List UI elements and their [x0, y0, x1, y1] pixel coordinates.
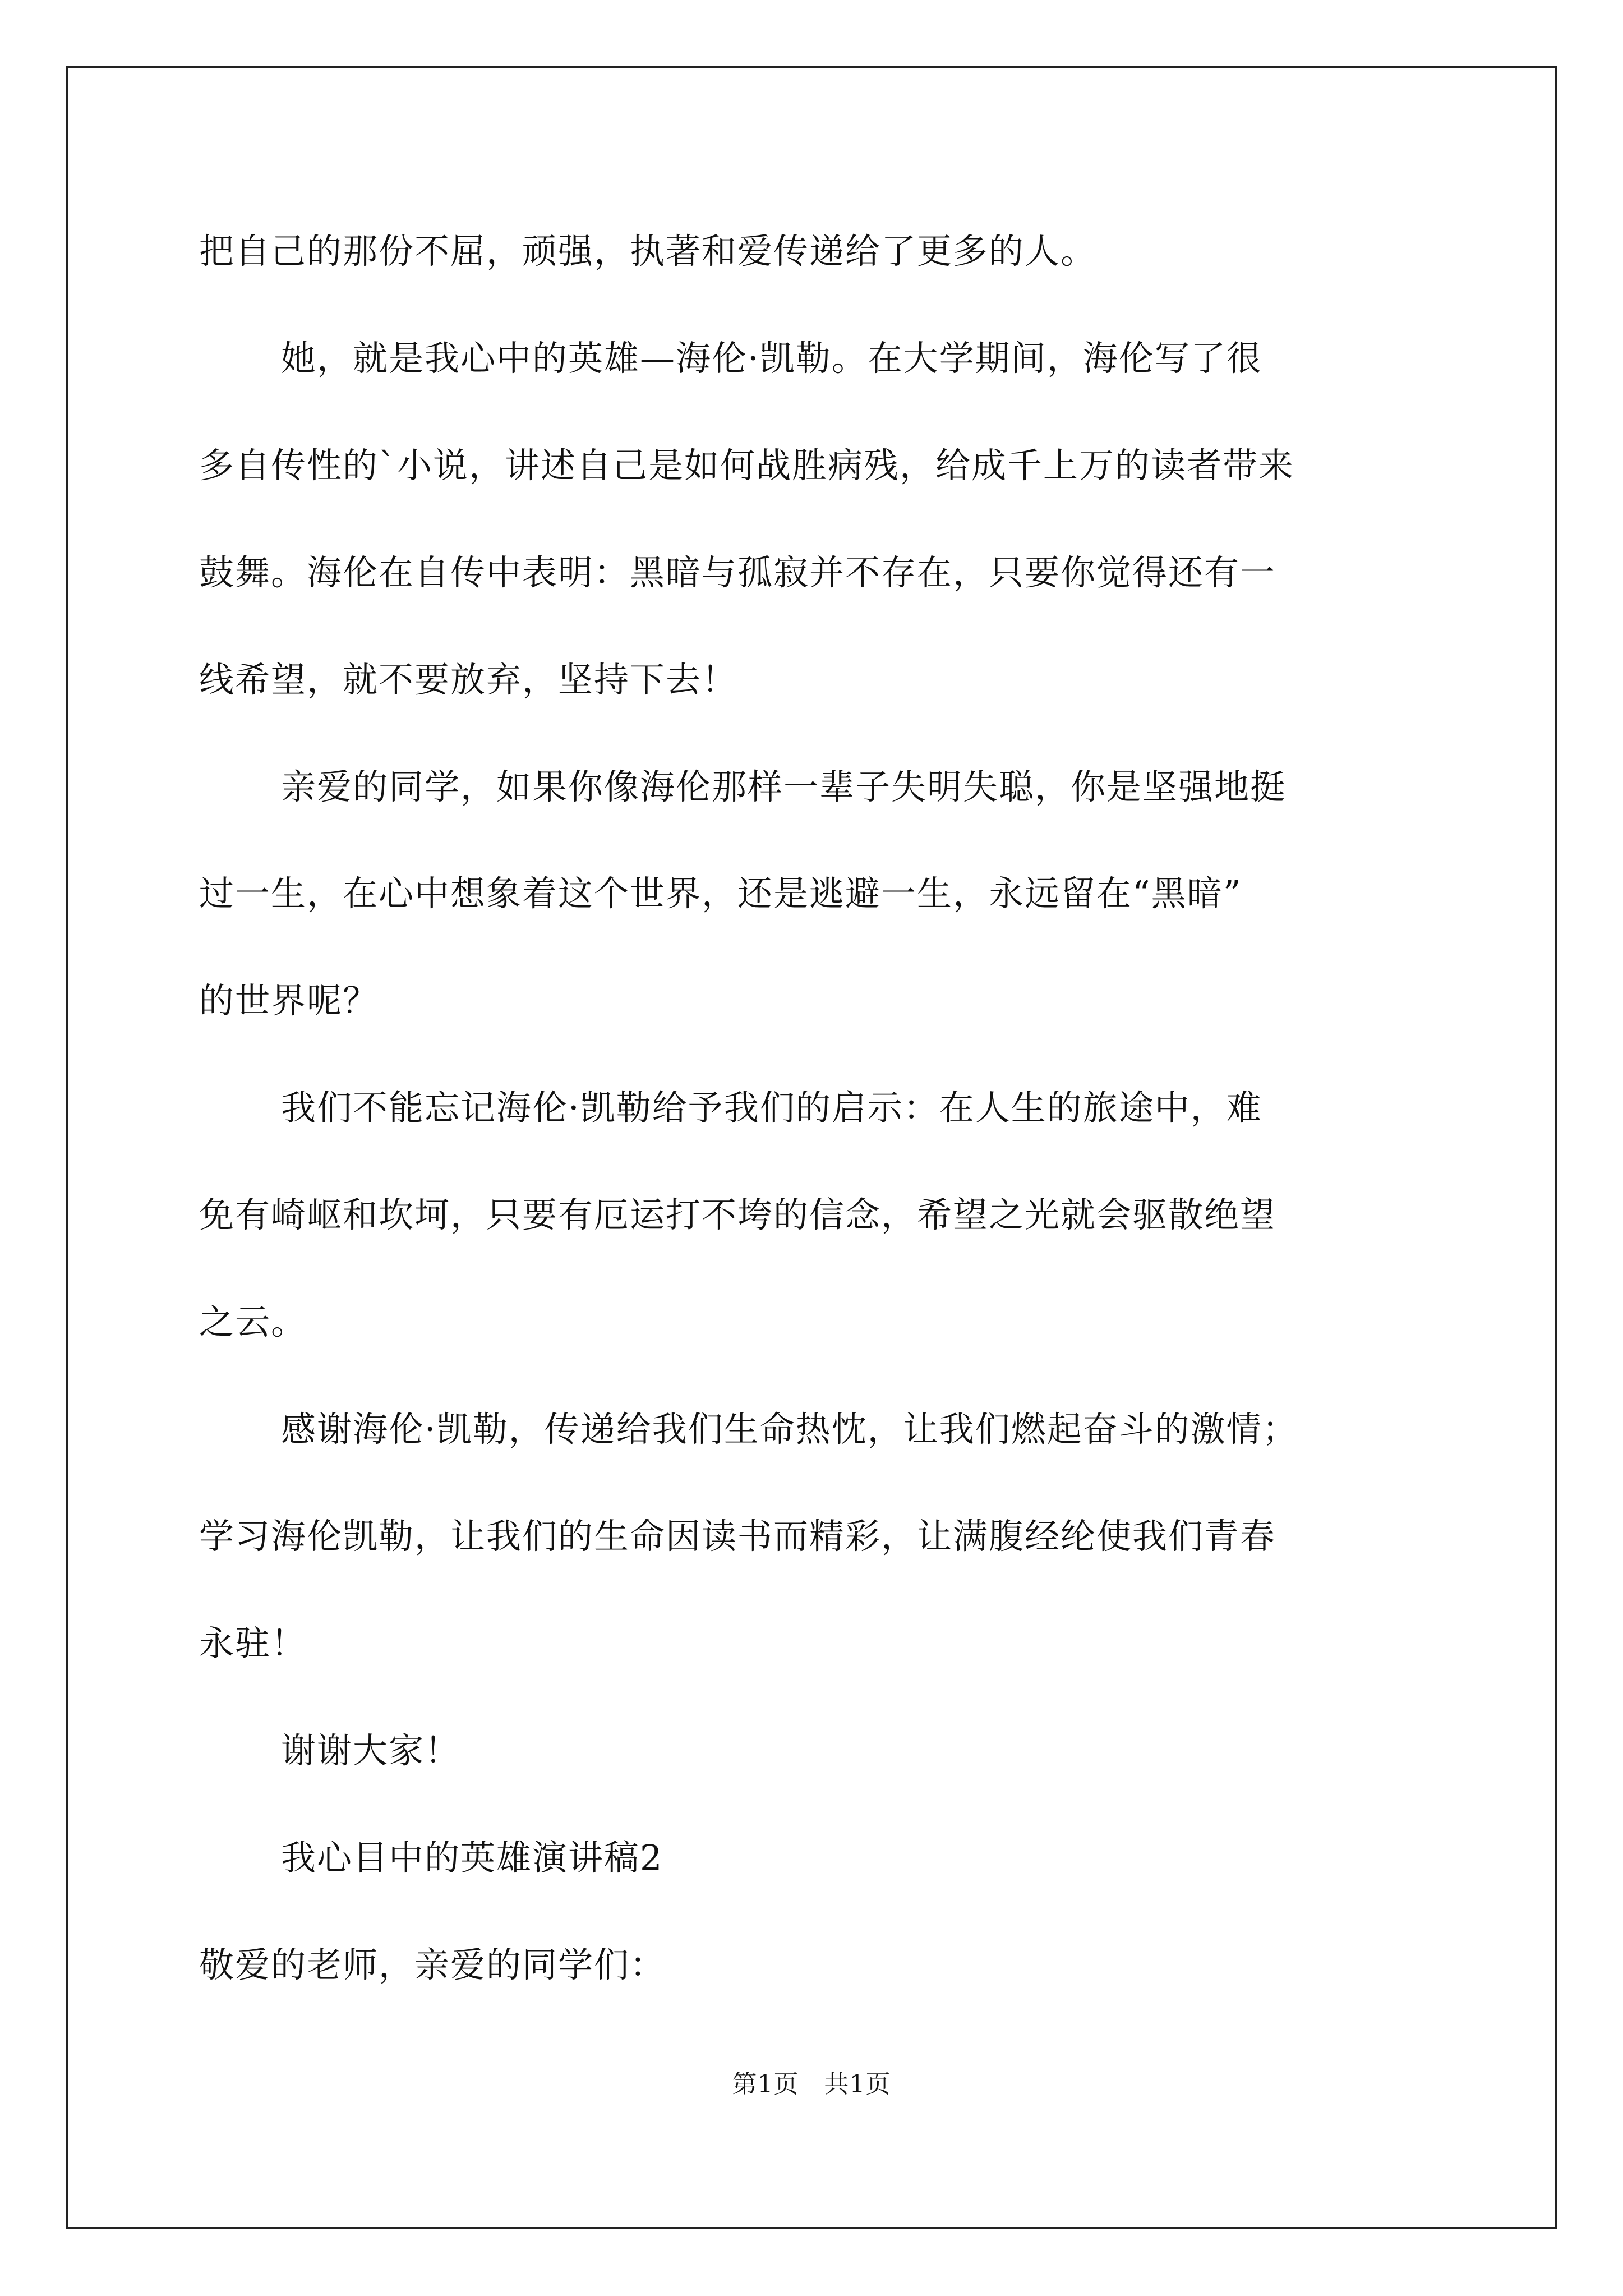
paragraph-line: 亲爱的同学，如果你像海伦那样一辈子失明失聪，你是坚强地挺 [281, 766, 1287, 807]
page-number-label: 第1页 共1页 [732, 2070, 891, 2099]
paragraph-line: 谢谢大家！ [281, 1730, 461, 1771]
paragraph-line: 永驻！ [199, 1623, 307, 1664]
salutation: 敬爱的老师，亲爱的同学们： [199, 1944, 666, 1985]
paragraph-line: 之云。 [199, 1301, 307, 1342]
paragraph-line: 感谢海伦·凯勒，传递给我们生命热忱，让我们燃起奋斗的激情； [281, 1409, 1298, 1450]
paragraph-line: 她，就是我心中的英雄—海伦·凯勒。在大学期间，海伦写了很 [281, 338, 1262, 379]
paragraph-line: 免有崎岖和坎坷，只要有厄运打不垮的信念，希望之光就会驱散绝望 [199, 1194, 1276, 1235]
paragraph-line: 线希望，就不要放弃，坚持下去！ [199, 659, 738, 700]
page-border [66, 66, 1557, 2229]
paragraph-line: 过一生，在心中想象着这个世界，还是逃避一生，永远留在“黑暗” [199, 873, 1242, 914]
paragraph-line: 学习海伦凯勒，让我们的生命因读书而精彩，让满腹经纶使我们青春 [199, 1516, 1276, 1557]
paragraph-line: 把自己的那份不屈，顽强，执著和爱传递给了更多的人。 [199, 231, 1097, 272]
paragraph-line: 的世界呢？ [199, 980, 379, 1021]
section-title: 我心目中的英雄演讲稿2 [281, 1837, 663, 1878]
paragraph-line: 多自传性的`小说，讲述自己是如何战胜病残，给成千上万的读者带来 [199, 445, 1295, 486]
page-footer [0, 2068, 1623, 2101]
paragraph-line: 鼓舞。海伦在自传中表明：黑暗与孤寂并不存在，只要你觉得还有一 [199, 552, 1276, 593]
paragraph-line: 我们不能忘记海伦·凯勒给予我们的启示：在人生的旅途中，难 [281, 1087, 1262, 1128]
